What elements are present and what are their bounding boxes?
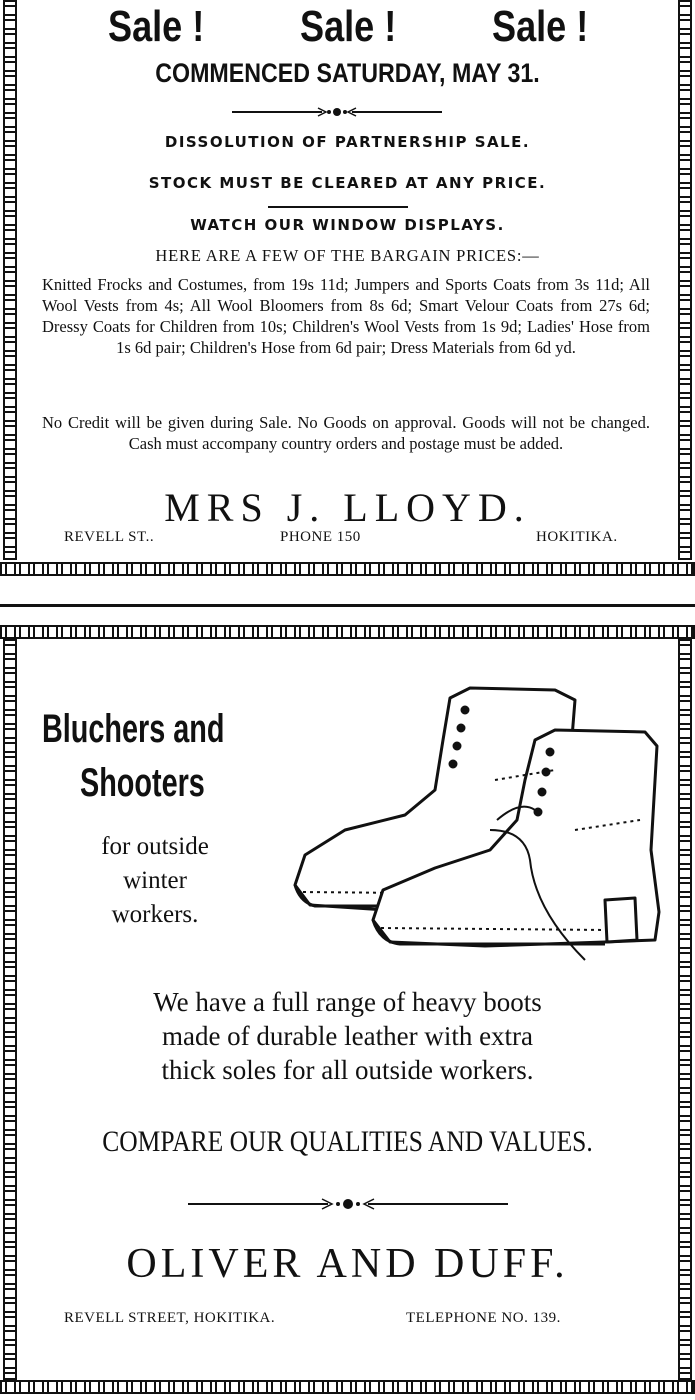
boots-advertisement [0, 625, 695, 1400]
merchant-name: OLIVER AND DUFF. [126, 1241, 569, 1287]
right-border [678, 0, 692, 560]
description-line-1: We have a full range of heavy boots [153, 987, 542, 1017]
bargain-list: Knitted Frocks and Costumes, from 19s 11d; Jumpers and Sports Coats from 3s 11d; All Wool Vests from 4s; All Wool Bloomers from 8s 6d; Smart Velour Coats from 27s 6d; Dressy Coats for Children from 10s; Children's Wool Vests from 1s 9d; Ladies' Hose from 1s 6d pair; Children's Hose from 6d pair; Dress Materials from 6d yd. [42, 275, 650, 357]
ornamental-rule-icon [232, 104, 442, 120]
headline-shooters: Shooters [80, 761, 205, 805]
stock-line: STOCK MUST BE CLEARED AT ANY PRICE. [148, 174, 547, 192]
window-line: WATCH OUR WINDOW DISPLAYS. [190, 216, 505, 234]
sale-heading-3: Sale ! [492, 2, 589, 51]
ornamental-rule-icon [188, 1195, 508, 1213]
bargain-heading: HERE ARE A FEW OF THE BARGAIN PRICES:— [155, 246, 540, 265]
bottom-border [0, 1380, 695, 1394]
sale-advertisement [0, 0, 695, 580]
compare-line: COMPARE OUR QUALITIES AND VALUES. [102, 1125, 593, 1158]
bottom-border [0, 562, 695, 576]
short-rule [268, 206, 408, 208]
town-name: HOKITIKA. [536, 529, 618, 545]
description-line-2: made of durable leather with extra [161, 1021, 534, 1051]
headline-bluchers: Bluchers and [42, 707, 225, 751]
sale-terms: No Credit will be given during Sale. No Goods on approval. Goods will not be changed. Cash must accompany country orders and postage must be added. [42, 413, 650, 453]
left-border [3, 0, 17, 560]
ad-divider [0, 604, 695, 607]
subheading-line-1: for outside [101, 833, 209, 860]
subheading-line-2: winter [123, 867, 187, 894]
sale-heading-2: Sale ! [300, 2, 397, 51]
merchant-name: MRS J. LLOYD. [164, 485, 531, 530]
subheading-line-3: workers. [111, 901, 199, 928]
description-line-3: thick soles for all outside workers. [161, 1055, 534, 1085]
sale-heading-1: Sale ! [108, 2, 205, 51]
street-address: REVELL ST.. [64, 529, 155, 545]
top-border [0, 625, 695, 639]
phone-number: PHONE 150 [280, 529, 361, 545]
street-address: REVELL STREET, HOKITIKA. [64, 1310, 276, 1326]
description [0, 985, 695, 1087]
subheading [60, 830, 250, 932]
boots-illustration-icon [285, 680, 665, 970]
commenced-date: COMMENCED SATURDAY, MAY 31. [155, 58, 540, 88]
telephone-number: TELEPHONE NO. 139. [406, 1310, 561, 1326]
partnership-line: DISSOLUTION OF PARTNERSHIP SALE. [164, 133, 531, 151]
